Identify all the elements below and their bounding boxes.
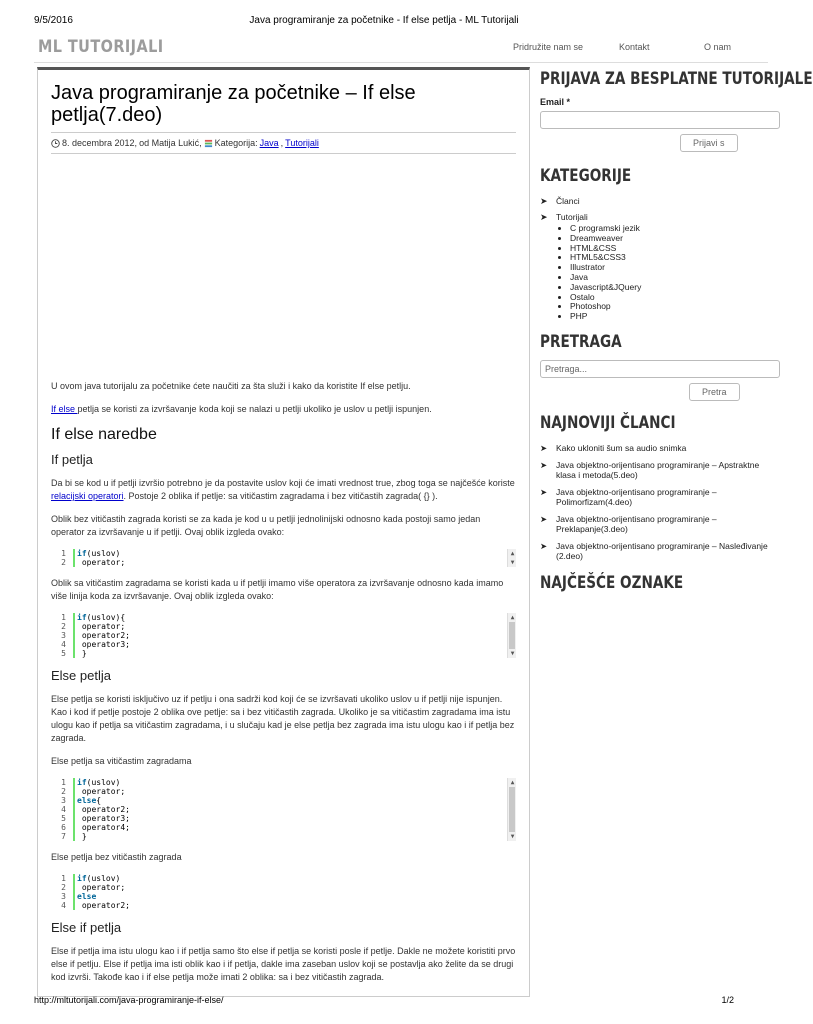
code-line xyxy=(61,649,516,658)
code-line xyxy=(61,558,516,567)
recent-post-item[interactable] xyxy=(540,514,768,534)
header-divider xyxy=(34,62,768,63)
ifelse-paragraph xyxy=(51,403,516,416)
code-rest: operator2; xyxy=(77,901,130,910)
code-text xyxy=(69,805,130,814)
nav-about[interactable]: O nam xyxy=(704,42,732,52)
code-text xyxy=(69,883,125,892)
code-line xyxy=(61,901,516,910)
code-scrollbar[interactable] xyxy=(507,613,516,658)
code-line xyxy=(61,892,516,901)
code-rest: operator2; xyxy=(77,805,130,814)
code-rest: operator3; xyxy=(77,814,130,823)
code-rest: operator; xyxy=(77,883,126,892)
recent-post-title: Java objektno-orijentisano programiranje – Preklapanje(3.deo) xyxy=(556,513,717,534)
code-lines xyxy=(61,778,516,841)
line-number: 3 xyxy=(61,892,66,901)
code-rest: operator; xyxy=(77,787,126,796)
code-lines xyxy=(61,613,516,658)
subcategory-item[interactable]: • C programski jezik xyxy=(570,224,768,234)
code-text xyxy=(69,549,120,558)
email-field[interactable] xyxy=(540,111,780,129)
print-url: http://mltutorijali.com/java-programiranje-if-else/ xyxy=(34,995,224,1005)
subcategory-item[interactable]: • Photoshop xyxy=(570,302,768,312)
heading-if-petlja: If petlja xyxy=(51,452,93,467)
post-date: 8. decembra 2012, xyxy=(62,138,138,148)
code-line xyxy=(61,613,516,622)
else-paragraph-1: Else petlja se koristi isključivo uz if petlju i ona sadrži kod koji će se izvršavati ukoliko uslov u if petlji nije ispunjen. Kao i kod if petlje postoje 2 oblika ove petlje: sa i bez vitičastih zagrada. Ukoliko je sa vitičastim zagradama ima istu ulogu kao if petlja sa vitičastim zagradama, i u slučaju kad je else petlja bez zagrada ima istu ulogu kao i if petlja bez zagrada. xyxy=(51,694,515,743)
code-lines xyxy=(61,874,516,910)
heading-else-if-petlja: Else if petlja xyxy=(51,920,122,935)
code-line xyxy=(61,823,516,832)
signup-button[interactable]: Prijavi s xyxy=(680,134,738,152)
code-text xyxy=(69,901,130,910)
recent-post-title: Java objektno-orijentisano programiranje – Apstraktne klasa i metoda(5.deo) xyxy=(556,459,760,480)
recent-post-item[interactable] xyxy=(540,443,768,453)
scroll-thumb[interactable] xyxy=(509,622,515,649)
categories-title: KATEGORIJE xyxy=(540,166,632,186)
code-line xyxy=(61,883,516,892)
code-text xyxy=(69,613,125,622)
line-number: 5 xyxy=(61,649,66,658)
clock-icon xyxy=(51,139,60,148)
code-block-4[interactable] xyxy=(51,874,516,910)
site-logo[interactable]: ML TUTORIJALI xyxy=(38,37,164,57)
recent-post-item[interactable] xyxy=(540,460,768,480)
arrow-icon: ➤ xyxy=(540,212,548,222)
code-text xyxy=(69,622,125,631)
line-number: 2 xyxy=(61,787,66,796)
scroll-up-icon[interactable]: ▲ xyxy=(510,550,515,557)
if-paragraph-3: Oblik sa vitičastim zagradama se koristi kada u if petlji imamo više operatora za izvršavanje odnosno kada imamo više linija koda za izvršavanje. Ovaj oblik izgleda ovako: xyxy=(51,578,504,601)
category-link-tutorijali[interactable]: Tutorijali xyxy=(285,138,319,148)
line-number: 5 xyxy=(61,814,66,823)
code-text xyxy=(69,778,120,787)
code-keyword: if xyxy=(77,778,87,787)
arrow-icon: ➤ xyxy=(540,459,548,470)
subcategory-item[interactable]: • HTML&CSS xyxy=(570,244,768,254)
print-date: 9/5/2016 xyxy=(34,15,73,26)
print-title: Java programiranje za početnike - If else petlja - ML Tutorijali xyxy=(249,15,519,26)
code-block-3[interactable] xyxy=(51,778,516,841)
ifelse-text: petlja se koristi za izvršavanje koda koji se nalazi u petlji ukoliko je uslov u petlji ispunjen. xyxy=(77,404,432,414)
line-number: 1 xyxy=(61,778,66,787)
code-rest: (uslov){ xyxy=(86,613,126,622)
sidebar xyxy=(540,67,813,595)
code-text xyxy=(69,892,96,901)
if-paragraph-1 xyxy=(51,477,516,503)
recent-post-item[interactable] xyxy=(540,541,768,561)
category-separator: , xyxy=(280,138,284,148)
scroll-down-icon[interactable]: ▼ xyxy=(510,559,515,566)
code-scrollbar[interactable] xyxy=(507,778,516,841)
category-label: Tutorijali xyxy=(556,212,588,222)
post-author: od Matija Lukić, xyxy=(139,138,202,148)
code-rest: operator3; xyxy=(77,640,130,649)
relational-operators-link[interactable]: relacijski operatori xyxy=(51,491,124,501)
subcategory-item[interactable]: • PHP xyxy=(570,312,768,322)
recent-post-title: Java objektno-orijentisano programiranje – Polimorfizam(4.deo) xyxy=(556,486,717,507)
line-number: 6 xyxy=(61,823,66,832)
category-list xyxy=(540,196,768,322)
line-number: 4 xyxy=(61,805,66,814)
code-rest: (uslov) xyxy=(86,874,121,883)
subcategory-item[interactable]: • Javascript&JQuery xyxy=(570,283,768,293)
arrow-icon: ➤ xyxy=(540,513,548,524)
if-text-b: . Postoje 2 oblika if petlje: sa vitičastim zagradama i bez vitičastih zagrada( {} ). xyxy=(123,491,438,501)
line-number: 1 xyxy=(61,613,66,622)
category-tutorijali[interactable] xyxy=(540,212,768,322)
else-paragraph-3: Else petlja bez vitičastih zagrada xyxy=(51,852,182,862)
email-label: Email * xyxy=(540,97,571,107)
code-keyword: if xyxy=(77,613,87,622)
code-keyword: else xyxy=(77,892,97,901)
print-page-number: 1/2 xyxy=(721,995,734,1005)
article xyxy=(37,67,530,997)
code-line xyxy=(61,778,516,787)
code-line xyxy=(61,805,516,814)
line-number: 2 xyxy=(61,622,66,631)
code-keyword: if xyxy=(77,549,87,558)
code-text xyxy=(69,787,125,796)
recent-posts-list xyxy=(540,443,768,561)
category-icon xyxy=(204,139,213,148)
elseif-paragraph-1: Else if petlja ima istu ulogu kao i if petlja samo što else if petlja se koristi posle if petlje. Dakle ne možete koristiti prvo else if petlju. Else if petlja ima isti oblik kao i if petlja, dakle ima zaseban uslov koji se postavlja ako želite da se drugi kod izvrši. Takođe kao i if else petlja može imati 2 oblika: sa i bez vitičastih zagrada. xyxy=(51,946,516,982)
page-title: Java programiranje za početnike – If else petlja(7.deo) xyxy=(51,82,416,126)
code-rest: } xyxy=(77,649,87,658)
code-lines xyxy=(61,549,516,567)
code-text xyxy=(69,832,87,841)
ad-placeholder xyxy=(51,154,516,380)
recent-post-item[interactable] xyxy=(540,487,768,507)
search-title: PRETRAGA xyxy=(540,331,622,352)
category-label: Članci xyxy=(556,196,580,206)
subcategory-item[interactable]: • Java xyxy=(570,273,768,283)
line-number: 7 xyxy=(61,832,66,841)
code-keyword: if xyxy=(77,874,87,883)
ifelse-link[interactable]: If else xyxy=(51,404,78,414)
scroll-down-icon[interactable]: ▼ xyxy=(510,833,515,840)
code-rest: (uslov) xyxy=(86,778,121,787)
else-paragraph-2: Else petlja sa vitičastim zagradama xyxy=(51,756,192,766)
code-rest: operator4; xyxy=(77,823,130,832)
code-rest: operator2; xyxy=(77,631,130,640)
code-line xyxy=(61,874,516,883)
code-line xyxy=(61,640,516,649)
code-line xyxy=(61,814,516,823)
code-text xyxy=(69,796,101,805)
recent-post-title: Java objektno-orijentisano programiranje – Nasleđivanje (2.deo) xyxy=(556,540,768,561)
code-rest: { xyxy=(96,796,102,805)
code-line xyxy=(61,832,516,841)
signup-title: PRIJAVA ZA BESPLATNE TUTORIJALE xyxy=(540,69,813,89)
arrow-icon: ➤ xyxy=(540,540,548,551)
category-label: Kategorija: xyxy=(214,138,258,148)
code-text xyxy=(69,649,87,658)
subcategory-list xyxy=(570,224,768,322)
line-number: 1 xyxy=(61,874,66,883)
code-text xyxy=(69,823,130,832)
print-footer xyxy=(34,995,734,1005)
code-keyword: else xyxy=(77,796,97,805)
line-number: 4 xyxy=(61,901,66,910)
subcategory-item[interactable]: • Dreamweaver xyxy=(570,234,768,244)
code-text xyxy=(69,814,130,823)
code-line xyxy=(61,787,516,796)
code-text xyxy=(69,631,130,640)
search-button[interactable]: Pretra xyxy=(689,383,740,401)
code-block-2[interactable] xyxy=(51,613,516,658)
recent-post-title: Kako ukloniti šum sa audio snimka xyxy=(556,442,687,453)
line-number: 3 xyxy=(61,796,66,805)
heading-else-petlja: Else petlja xyxy=(51,668,111,683)
nav-contact[interactable]: Kontakt xyxy=(619,42,650,52)
scroll-down-icon[interactable]: ▼ xyxy=(510,650,515,657)
line-number: 2 xyxy=(61,883,66,892)
subcategory-item[interactable]: • HTML5&CSS3 xyxy=(570,253,768,263)
if-paragraph-2: Oblik bez vitičastih zagrada koristi se za kada je kod u u petlji jednolinijski odnosno kada postoji samo jedan operator za izvršavanje u if petlji. Ovaj oblik izgleda ovako: xyxy=(51,514,481,537)
scroll-up-icon[interactable]: ▲ xyxy=(510,779,515,786)
scroll-up-icon[interactable]: ▲ xyxy=(510,614,515,621)
code-text xyxy=(69,558,125,567)
subcategory-item[interactable]: • Illustrator xyxy=(570,263,768,273)
code-scrollbar[interactable] xyxy=(507,549,516,567)
category-link-java[interactable]: Java xyxy=(259,138,279,148)
code-line xyxy=(61,549,516,558)
code-text xyxy=(69,640,130,649)
line-number: 1 xyxy=(61,549,66,558)
subcategory-item[interactable]: • Ostalo xyxy=(570,293,768,303)
code-rest: (uslov) xyxy=(86,549,121,558)
line-number: 2 xyxy=(61,558,66,567)
scroll-thumb[interactable] xyxy=(509,787,515,832)
intro-paragraph: U ovom java tutorijalu za početnike ćete naučiti za šta služi i kako da koristite If else petlju. xyxy=(51,381,411,391)
category-clanci[interactable] xyxy=(540,196,768,206)
if-text-a: Da bi se kod u if petlji izvršio potrebno je da postavite uslov koji će imati vrednost true, zbog toga se najčešće koriste xyxy=(51,478,515,488)
code-line xyxy=(61,796,516,805)
code-line xyxy=(61,631,516,640)
print-header xyxy=(34,15,734,29)
heading-if-else-naredbe: If else naredbe xyxy=(51,426,157,443)
search-input[interactable]: Pretraga... xyxy=(540,360,780,378)
line-number: 3 xyxy=(61,631,66,640)
nav-join[interactable]: Pridružite nam se xyxy=(513,42,584,52)
post-meta xyxy=(51,133,516,153)
code-block-1[interactable] xyxy=(51,549,516,567)
code-line xyxy=(61,622,516,631)
code-text xyxy=(69,874,120,883)
line-number: 4 xyxy=(61,640,66,649)
tags-title: NAJČEŠĆE OZNAKE xyxy=(540,572,684,593)
code-rest: } xyxy=(77,832,87,841)
code-rest: operator; xyxy=(77,558,126,567)
recent-title: NAJNOVIJI ČLANCI xyxy=(540,412,676,433)
arrow-icon: ➤ xyxy=(540,486,548,497)
code-rest: operator; xyxy=(77,622,126,631)
arrow-icon: ➤ xyxy=(540,442,548,453)
arrow-icon: ➤ xyxy=(540,196,548,206)
